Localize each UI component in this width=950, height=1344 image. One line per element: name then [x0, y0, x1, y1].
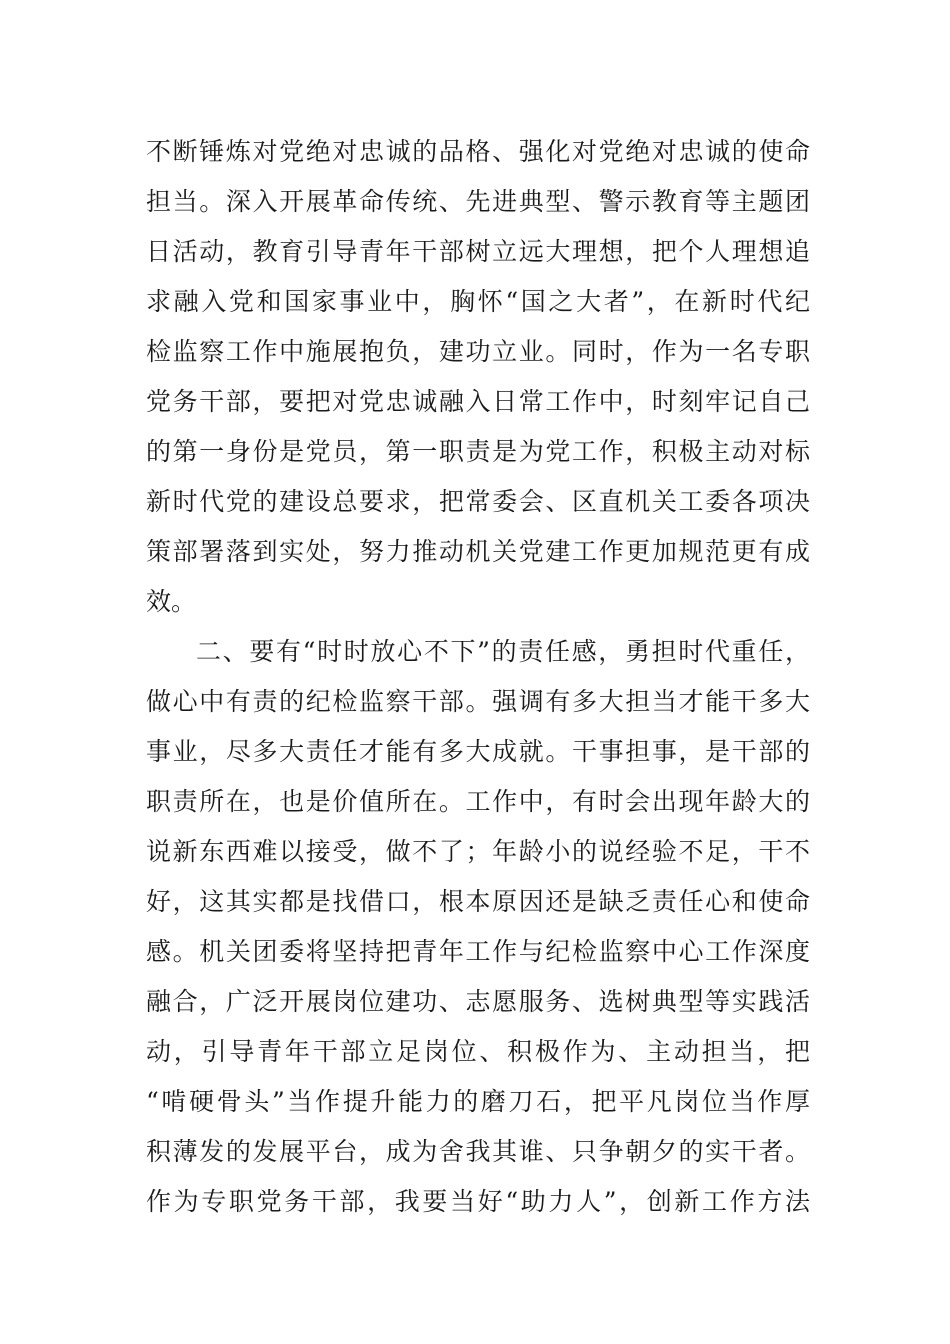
text-line: 求融入党和国家事业中，胸怀“国之大者”，在新时代纪: [146, 287, 810, 316]
text-line: “啃硬骨头”当作提升能力的磨刀石，把平凡岗位当作厚: [146, 1087, 810, 1116]
text-line: 日活动，教育引导青年干部树立远大理想，把个人理想追: [146, 237, 810, 266]
text-line: 感。机关团委将坚持把青年工作与纪检监察中心工作深度: [146, 937, 810, 966]
text-line: 新时代党的建设总要求，把常委会、区直机关工委各项决: [146, 487, 810, 516]
text-line: 说新东西难以接受，做不了；年龄小的说经验不足，干不: [146, 837, 810, 866]
paragraph-start-line: 二、要有“时时放心不下”的责任感，勇担时代重任，: [196, 637, 810, 666]
text-line: 职责所在，也是价值所在。工作中，有时会出现年龄大的: [146, 787, 810, 816]
text-line: 的第一身份是党员，第一职责是为党工作，积极主动对标: [146, 437, 810, 466]
text-line: 动，引导青年干部立足岗位、积极作为、主动担当，把: [146, 1037, 810, 1066]
text-line: 积薄发的发展平台，成为舍我其谁、只争朝夕的实干者。: [146, 1137, 810, 1166]
text-line: 好，这其实都是找借口，根本原因还是缺乏责任心和使命: [146, 887, 810, 916]
text-line: 策部署落到实处，努力推动机关党建工作更加规范更有成: [146, 537, 810, 566]
text-line: 融合，广泛开展岗位建功、志愿服务、选树典型等实践活: [146, 987, 810, 1016]
text-line: 党务干部，要把对党忠诚融入日常工作中，时刻牢记自己: [146, 387, 810, 416]
paragraph-end-line: 效。: [146, 587, 197, 616]
document-body: [146, 127, 810, 1227]
text-line: 事业，尽多大责任才能有多大成就。干事担事，是干部的: [146, 737, 810, 766]
text-line: 检监察工作中施展抱负，建功立业。同时，作为一名专职: [146, 337, 810, 366]
text-line: 担当。深入开展革命传统、先进典型、警示教育等主题团: [146, 187, 810, 216]
text-line: 做心中有责的纪检监察干部。强调有多大担当才能干多大: [146, 687, 810, 716]
text-line: 作为专职党务干部，我要当好“助力人”，创新工作方法: [146, 1187, 810, 1216]
text-line: 不断锤炼对党绝对忠诚的品格、强化对党绝对忠诚的使命: [146, 137, 810, 166]
